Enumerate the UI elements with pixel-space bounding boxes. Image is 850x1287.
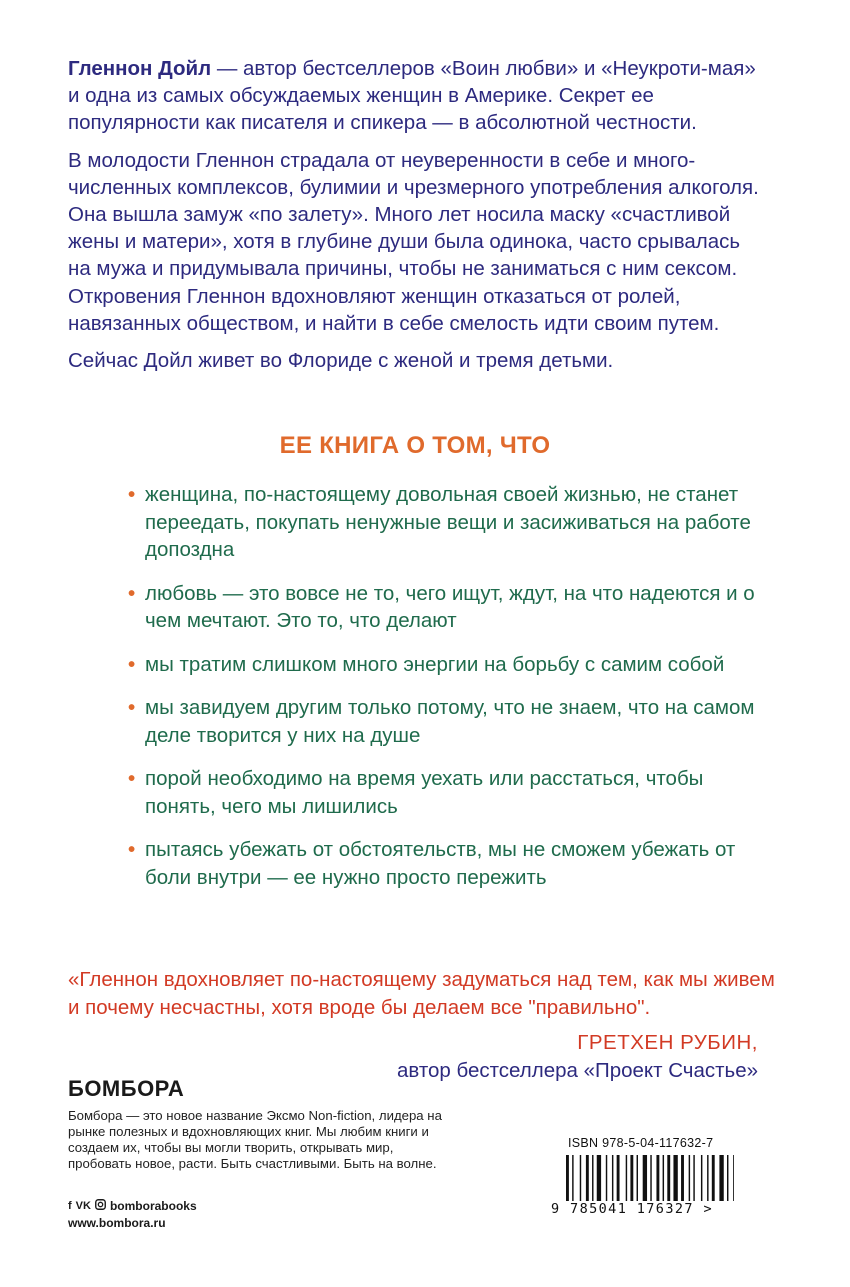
bullet-icon: • (128, 652, 136, 676)
list-item: • мы завидуем другим только потому, что не знаем, что на самом деле творится у них на душе (128, 696, 755, 747)
list-item: • любовь — это вовсе не то, чего ищут, ждут, на что надеются и о чем мечтают. Это то, что делают (128, 581, 755, 632)
list-item: • мы тратим слишком много энергии на борьбу с самим собой (128, 651, 768, 679)
barcode-bar (733, 1155, 734, 1201)
book-points-list (128, 481, 768, 907)
barcode-bar (673, 1155, 677, 1201)
barcode-bar (592, 1155, 593, 1201)
barcode-bar (566, 1155, 569, 1201)
barcode-image (566, 1155, 734, 1201)
review-quote: «Гленнон вдохновляет по-настоящему задуматься над тем, как мы живем и почему несчастны, хотя вроде бы делаем все "правильно". (68, 968, 775, 1019)
barcode-bar (719, 1155, 723, 1201)
barcode-bar (667, 1155, 670, 1201)
barcode-bar (707, 1155, 708, 1201)
barcode-bar (606, 1155, 607, 1201)
author-bio (68, 55, 768, 384)
bullet-icon: • (128, 483, 136, 506)
isbn-digits: 9 785041 176327 > (551, 1201, 713, 1217)
social-links (68, 1199, 197, 1213)
barcode-bar (637, 1155, 638, 1201)
barcode-bar (712, 1155, 715, 1201)
barcode-bar (656, 1155, 659, 1201)
publisher-logo: БОМБОРА (68, 1076, 185, 1101)
barcode-bar (650, 1155, 651, 1201)
website-link[interactable]: www.bombora.ru (68, 1216, 166, 1230)
barcode-bar (681, 1155, 684, 1201)
quote-attribution (397, 1029, 758, 1085)
bio-paragraph-1 (68, 55, 768, 137)
bio-intro: — автор бестселлеров «Воин любви» и «Неукроти-мая» и одна из самых обсуждаемых женщин в Америке. Секрет ее популярности как писателя и спикера — в абсолютной честности. (68, 57, 756, 135)
bullet-icon: • (128, 696, 136, 719)
bullet-icon: • (128, 767, 136, 790)
barcode-bar (580, 1155, 581, 1201)
barcode-bar (693, 1155, 694, 1201)
barcode-bar (586, 1155, 589, 1201)
barcode-bar (597, 1155, 601, 1201)
quote-author-description: автор бестселлера «Проект Счастье» (396, 1059, 758, 1082)
list-item: • женщина, по-настоящему довольная своей жизнью, не станет переедать, покупать ненужные вещи и засиживаться на работе допоздна (128, 483, 751, 561)
barcode-bar (689, 1155, 690, 1201)
bullet-icon: • (128, 838, 136, 861)
barcode-bar (630, 1155, 633, 1201)
isbn-label: ISBN 978-5-04-117632-7 (568, 1136, 714, 1150)
quote-author-name: ГРЕТХЕН РУБИН, (577, 1031, 758, 1054)
list-item: • порой необходимо на время уехать или расстаться, чтобы понять, чего мы лишились (128, 767, 704, 818)
social-handle[interactable]: bomborabooks (109, 1199, 197, 1213)
bio-paragraph-2: В молодости Гленнон страдала от неуверенности в себе и много-численных комплексов, булимии и чрезмерного употребления алкоголя. Она вышла замуж «по залету». Много лет носила маску «счастливой жены и матери», хотя в глубине души была одинока, часто срывалась на мужа и придумывала причины, чтобы не заниматься с ним сексом. Откровения Гленнон вдохновляют женщин отказаться от ролей, навязанных обществом, и найти в себе смелость идти своим путем. (68, 148, 759, 335)
author-name: Гленнон Дойл (68, 57, 212, 80)
instagram-icon[interactable] (95, 1199, 106, 1213)
facebook-icon[interactable]: f (68, 1200, 72, 1212)
barcode-bar (626, 1155, 627, 1201)
list-item: • пытаясь убежать от обстоятельств, мы не сможем убежать от боли внутри — ее нужно просто пережить (128, 838, 736, 889)
section-heading: ЕЕ КНИГА О ТОМ, ЧТО (279, 432, 551, 459)
barcode-bar (701, 1155, 702, 1201)
barcode-bar (612, 1155, 613, 1201)
barcode-bar (727, 1155, 728, 1201)
bio-paragraph-3: Сейчас Дойл живет во Флориде с женой и тремя детьми. (68, 349, 614, 373)
barcode-bar (663, 1155, 664, 1201)
barcode-bar (617, 1155, 620, 1201)
publisher-description: Бомбора — это новое название Эксмо Non-fiction, лидера на рынке полезных и вдохновляющих книг. Мы любим книги и создаем их, чтобы вы могли творить, открывать мир, пробовать новое, расти. Быть счастливыми. Быть на волне. (68, 1108, 442, 1171)
vk-icon[interactable]: VK (75, 1200, 91, 1212)
bullet-icon: • (128, 581, 136, 605)
barcode-bar (572, 1155, 573, 1201)
barcode-bar (643, 1155, 647, 1201)
